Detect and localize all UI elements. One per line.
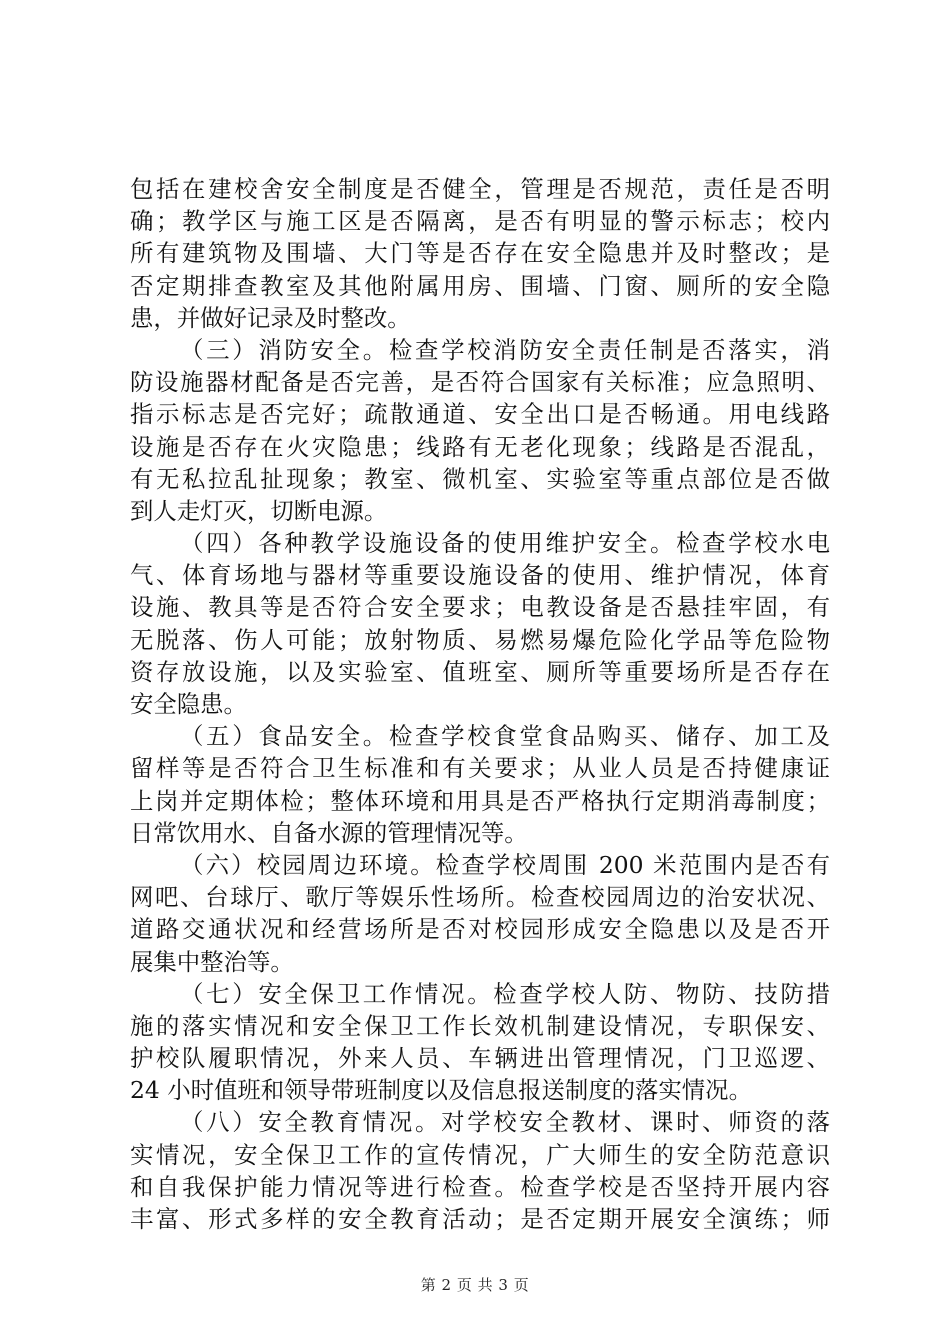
text-line: 上岗并定期体检；整体环境和用具是否严格执行定期消毒制度； xyxy=(130,786,830,815)
section-heading-line: （四）各种教学设施设备的使用维护安全。检查学校水电 xyxy=(180,529,830,558)
text-line: 安全隐患。 xyxy=(130,690,247,718)
section-heading-line: （五）食品安全。检查学校食堂食品购买、储存、加工及 xyxy=(180,722,830,751)
text-line: 患，并做好记录及时整改。 xyxy=(130,303,411,332)
page-number-footer: 第 2 页 共 3 页 xyxy=(420,1276,530,1294)
text-line: 防设施器材配备是否完善，是否符合国家有关标准；应急照明、 xyxy=(130,368,830,397)
text-line: 丰富、形式多样的安全教育活动；是否定期开展安全演练；师 xyxy=(130,1205,830,1233)
text-line: 设施、教具等是否符合安全要求；电教设备是否悬挂牢固，有 xyxy=(130,593,830,622)
section-heading-line: （六）校园周边环境。检查学校周围 200 米范围内是否有 xyxy=(180,850,830,879)
text-line: 24 小时值班和领导带班制度以及信息报送制度的落实情况。 xyxy=(130,1076,752,1105)
text-line: 施的落实情况和安全保卫工作长效机制建设情况，专职保安、 xyxy=(130,1011,830,1040)
text-line: 设施是否存在火灾隐患；线路有无老化现象；线路是否混乱， xyxy=(130,432,830,461)
text-line: 护校队履职情况，外来人员、车辆进出管理情况，门卫巡逻、 xyxy=(130,1044,830,1073)
text-line: 确；教学区与施工区是否隔离，是否有明显的警示标志；校内 xyxy=(130,207,830,236)
text-line: 留样等是否符合卫生标准和有关要求；从业人员是否持健康证 xyxy=(130,754,830,783)
text-line: 和自我保护能力情况等进行检查。检查学校是否坚持开展内容 xyxy=(130,1172,830,1201)
text-line: 资存放设施，以及实验室、值班室、厕所等重要场所是否存在 xyxy=(130,657,830,686)
text-line: 实情况，安全保卫工作的宣传情况，广大师生的安全防范意识 xyxy=(130,1140,830,1169)
text-line: 包括在建校舍安全制度是否健全，管理是否规范，责任是否明 xyxy=(130,175,830,203)
text-line: 网吧、台球厅、歌厅等娱乐性场所。检查校园周边的治安状况、 xyxy=(130,883,830,912)
text-line: 展集中整治等。 xyxy=(130,947,294,976)
section-heading-line: （七）安全保卫工作情况。检查学校人防、物防、技防措 xyxy=(180,979,830,1008)
section-heading-line: （三）消防安全。检查学校消防安全责任制是否落实，消 xyxy=(180,335,830,364)
section-heading-line: （八）安全教育情况。对学校安全教材、课时、师资的落 xyxy=(180,1108,830,1137)
text-line: 指示标志是否完好；疏散通道、安全出口是否畅通。用电线路 xyxy=(130,400,830,429)
text-line: 有无私拉乱扯现象；教室、微机室、实验室等重点部位是否做 xyxy=(130,464,830,493)
text-line: 日常饮用水、自备水源的管理情况等。 xyxy=(130,818,528,847)
text-line: 所有建筑物及围墙、大门等是否存在安全隐患并及时整改；是 xyxy=(130,239,830,268)
text-line: 道路交通状况和经营场所是否对校园形成安全隐患以及是否开 xyxy=(130,915,830,944)
body-text xyxy=(130,173,830,1235)
text-line: 无脱落、伤人可能；放射物质、易燃易爆危险化学品等危险物 xyxy=(130,625,830,654)
text-line: 否定期排查教室及其他附属用房、围墙、门窗、厕所的安全隐 xyxy=(130,271,830,300)
text-line: 到人走灯灭，切断电源。 xyxy=(130,496,388,525)
text-line: 气、体育场地与器材等重要设施设备的使用、维护情况，体育 xyxy=(130,561,830,590)
